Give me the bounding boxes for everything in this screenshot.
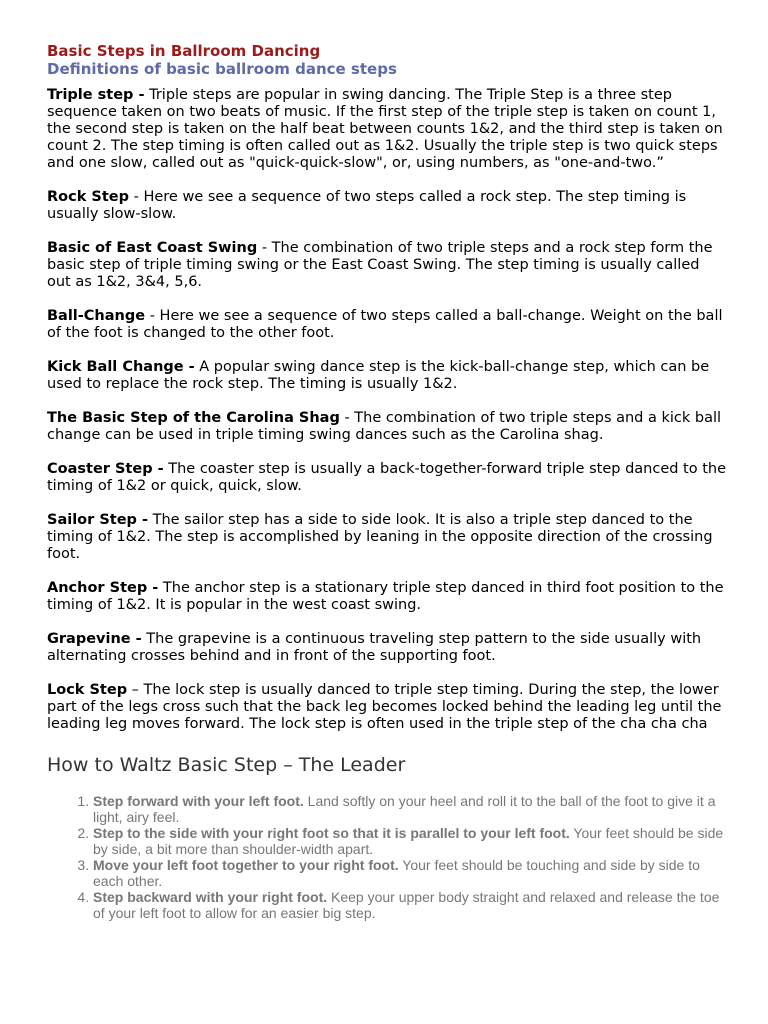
- definition-term: Ball-Change: [47, 308, 146, 324]
- definition-text: The anchor step is a stationary triple step danced in third foot position to the timing of 1&2. It is popular in the west coast swing.: [47, 580, 724, 613]
- definition-term: Triple step -: [47, 87, 145, 103]
- waltz-step-item: [93, 793, 727, 825]
- waltz-step-lead: Step to the side with your right foot so that it is parallel to your left foot.: [93, 825, 570, 841]
- definition-entry: [47, 240, 727, 291]
- definition-text: A popular swing dance step is the kick-ball-change step, which can be used to replace the rock step. The timing is usually 1&2.: [47, 359, 710, 392]
- waltz-step-text: Your feet should be side by side, a bit more than shoulder-width apart.: [93, 825, 724, 857]
- definition-term: Basic of East Coast Swing: [47, 240, 258, 256]
- waltz-step-item: [93, 889, 727, 921]
- waltz-step-lead: Move your left foot together to your right foot.: [93, 857, 399, 873]
- definition-term: The Basic Step of the Carolina Shag: [47, 410, 340, 426]
- definition-entry: [47, 359, 727, 393]
- definition-entry: [47, 461, 727, 495]
- definitions-list: [47, 87, 727, 733]
- definition-term: Lock Step: [47, 682, 128, 698]
- definition-entry: [47, 682, 727, 733]
- definition-text: - Here we see a sequence of two steps called a rock step. The step timing is usually slow-slow.: [47, 189, 687, 222]
- document-page: [47, 42, 727, 921]
- document-title: Basic Steps in Ballroom Dancing: [47, 42, 321, 60]
- definition-term: Anchor Step -: [47, 580, 159, 596]
- definition-term: Coaster Step -: [47, 461, 164, 477]
- definition-text: - Here we see a sequence of two steps called a ball-change. Weight on the ball of the foot is changed to the other foot.: [47, 308, 723, 341]
- waltz-step-lead: Step backward with your right foot.: [93, 889, 328, 905]
- definition-entry: [47, 87, 727, 172]
- definition-text: The coaster step is usually a back-together-forward triple step danced to the timing of 1&2 or quick, quick, slow.: [47, 461, 727, 494]
- definition-entry: [47, 580, 727, 614]
- waltz-steps-list: [47, 793, 727, 921]
- definition-entry: [47, 512, 727, 563]
- definition-term: Rock Step: [47, 189, 130, 205]
- waltz-step-item: [93, 857, 727, 889]
- definition-text: - The combination of two triple steps and a kick ball change can be used in triple timing swing dances such as the Carolina shag.: [47, 410, 722, 443]
- definition-text: The grapevine is a continuous traveling step pattern to the side usually with alternating crosses behind and in front of the supporting foot.: [47, 631, 702, 664]
- waltz-step-text: Your feet should be touching and side by side to each other.: [93, 857, 700, 889]
- definition-entry: [47, 631, 727, 665]
- definition-term: Sailor Step -: [47, 512, 148, 528]
- definition-entry: [47, 189, 727, 223]
- waltz-section-heading: How to Waltz Basic Step – The Leader: [47, 754, 406, 776]
- waltz-step-item: [93, 825, 727, 857]
- document-subtitle: Definitions of basic ballroom dance steps: [47, 60, 397, 78]
- definition-entry: [47, 410, 727, 444]
- waltz-step-text: Land softly on your heel and roll it to the ball of the foot to give it a light, airy feel.: [93, 793, 716, 825]
- definition-term: Kick Ball Change -: [47, 359, 195, 375]
- definition-entry: [47, 308, 727, 342]
- waltz-step-text: Keep your upper body straight and relaxed and release the toe of your left foot to allow for an easier big step.: [93, 889, 720, 921]
- definition-text: Triple steps are popular in swing dancing. The Triple Step is a three step sequence taken on two beats of music. If the first step of the triple step is taken on count 1, the second step is taken on the half beat between counts 1&2, and the third step is taken on count 2. The step timing is often called out as 1&2. Usually the triple step is two quick steps and one slow, called out as "quick-quick-slow", or, using numbers, as "one-and-two.”: [47, 87, 723, 171]
- definition-text: The sailor step has a side to side look. It is also a triple step danced to the timing of 1&2. The step is accomplished by leaning in the opposite direction of the crossing foot.: [47, 512, 713, 562]
- waltz-step-lead: Step forward with your left foot.: [93, 793, 304, 809]
- definition-term: Grapevine -: [47, 631, 142, 647]
- definition-text: – The lock step is usually danced to triple step timing. During the step, the lower part of the legs cross such that the back leg becomes locked behind the leading leg until the leading leg moves forward. The lock step is often used in the triple step of the cha cha cha: [47, 682, 722, 732]
- definition-text: - The combination of two triple steps and a rock step form the basic step of triple timing swing or the East Coast Swing. The step timing is usually called out as 1&2, 3&4, 5,6.: [47, 240, 713, 290]
